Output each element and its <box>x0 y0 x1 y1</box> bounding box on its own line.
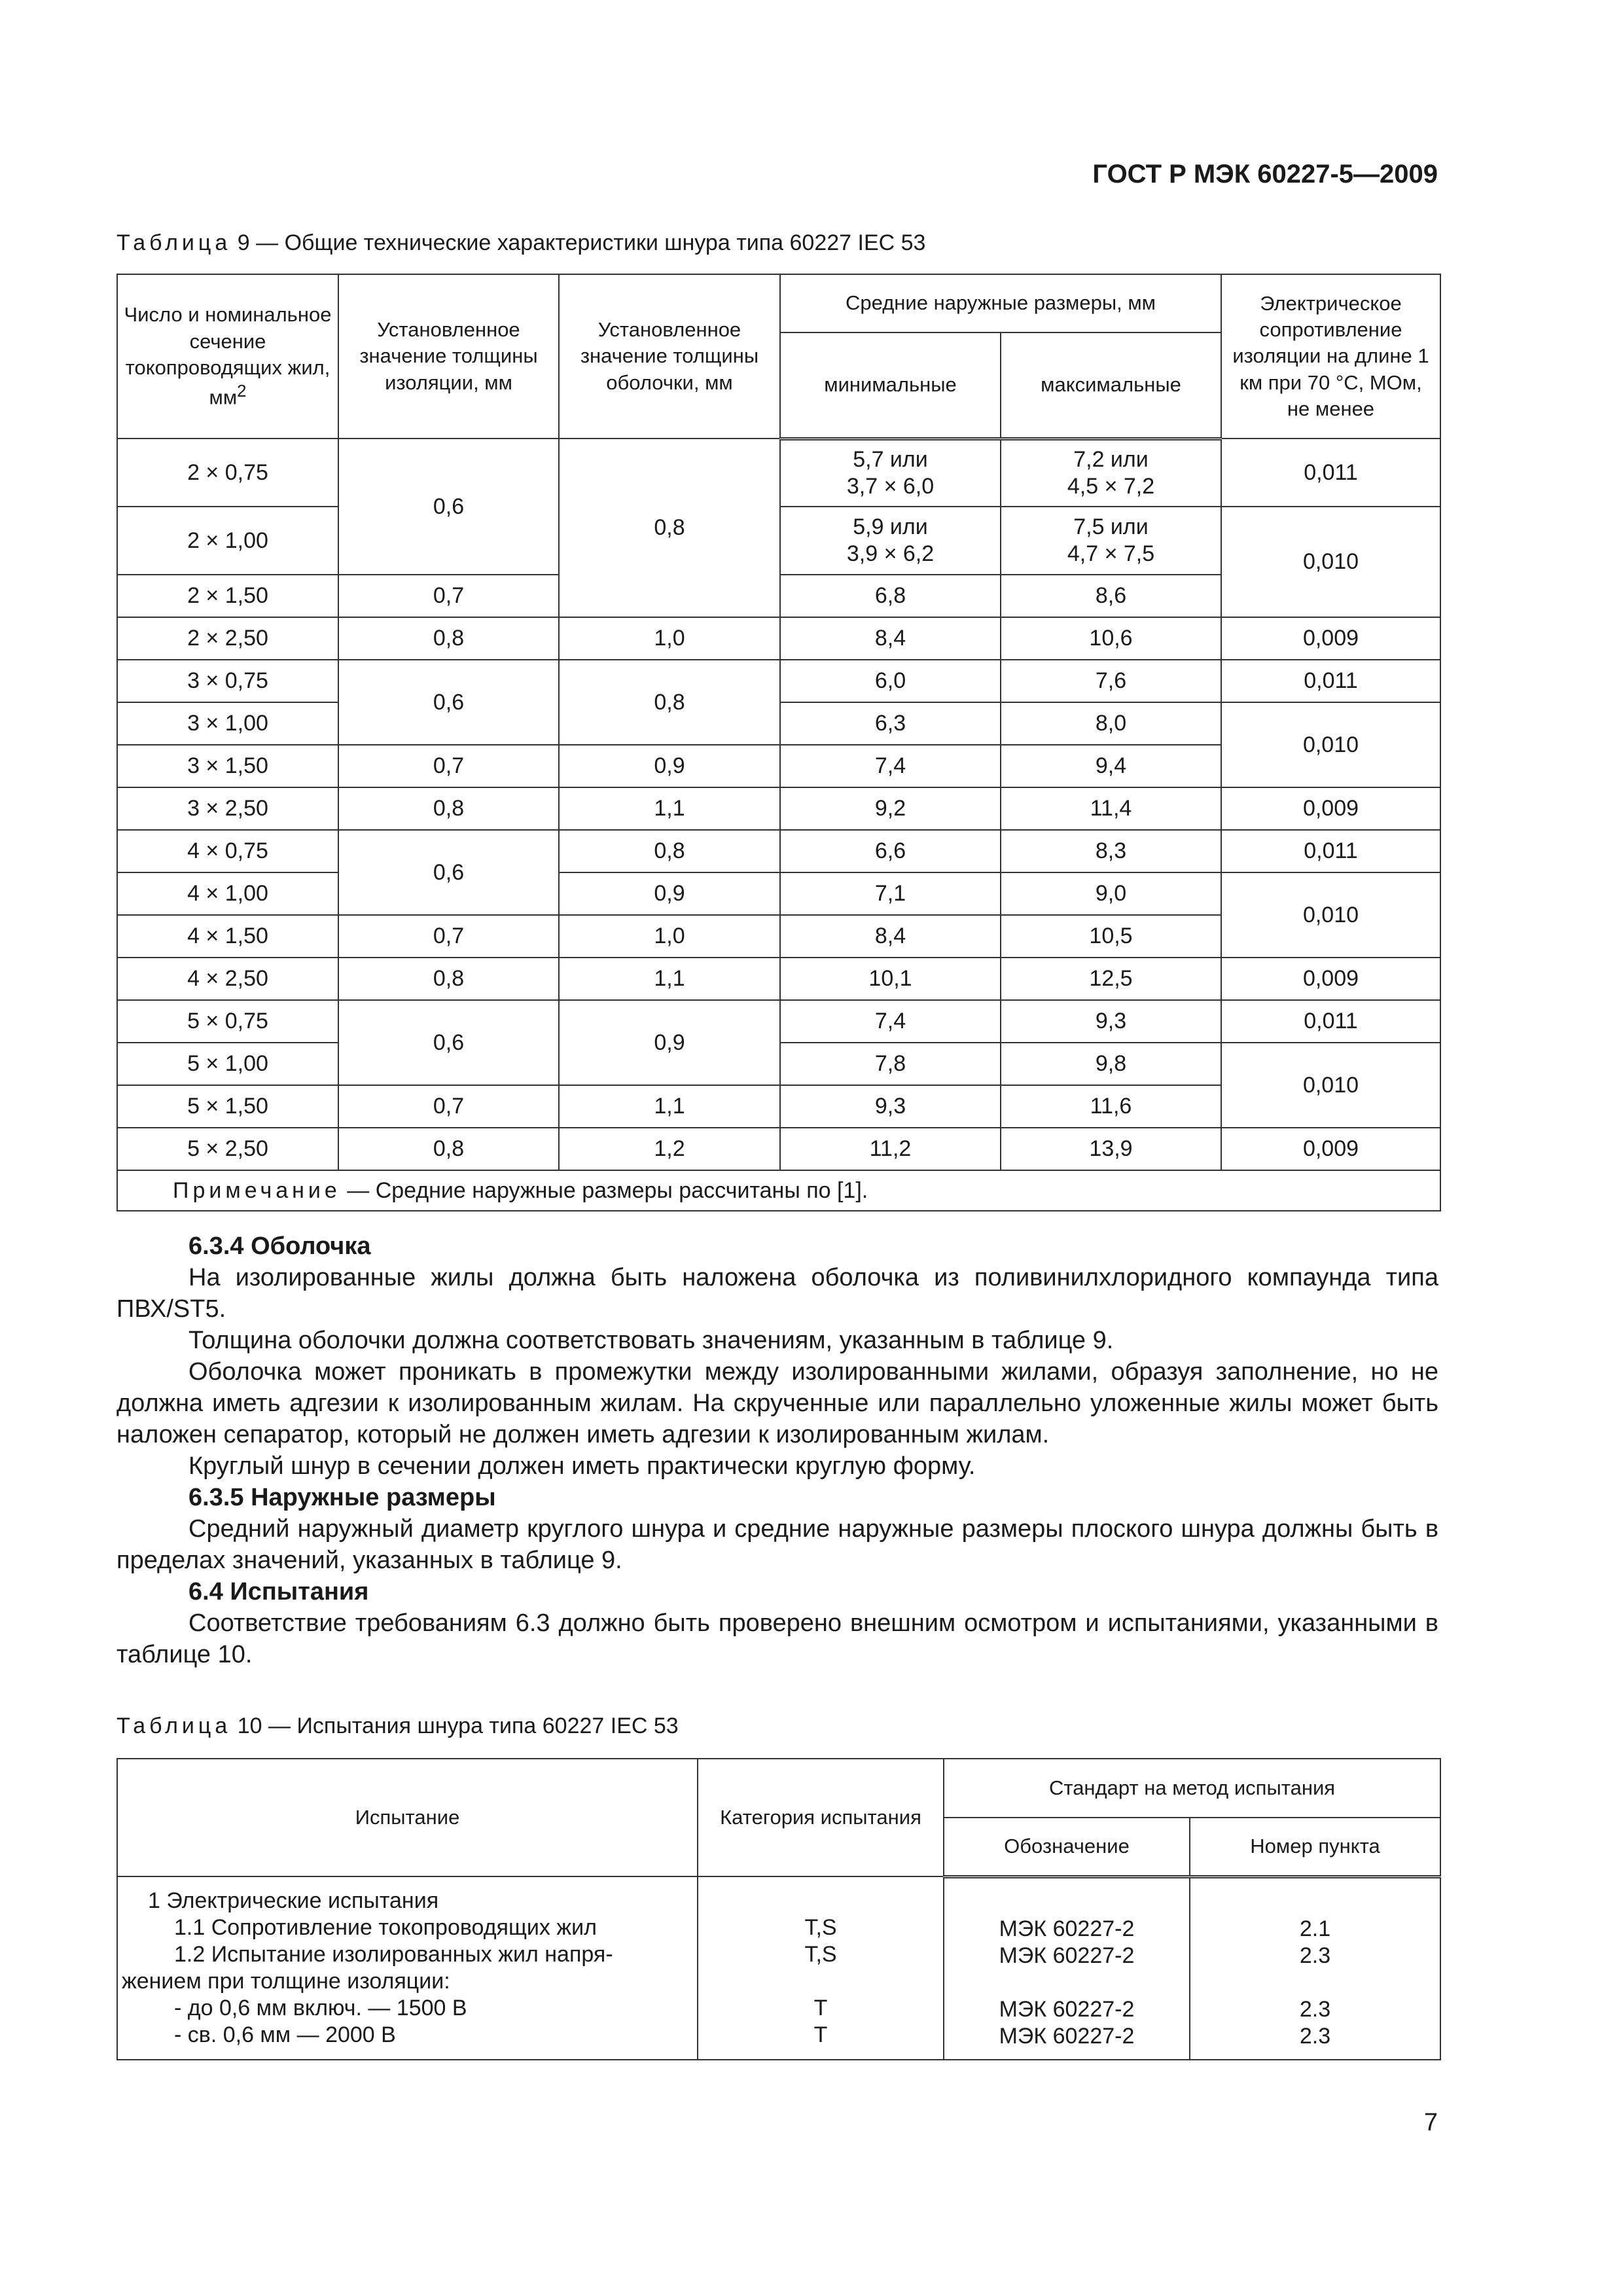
list-item: 2.1 <box>1299 1916 1331 1941</box>
cell-dim-max: 10,6 <box>1001 617 1221 660</box>
list-item: T <box>813 2022 828 2047</box>
paragraph: Соответствие требованиям 6.3 должно быть проверено внешним осмотром и испытаниями, указанными в таблице 10. <box>116 1609 1438 1668</box>
list-item: 2.3 <box>1299 1943 1331 1968</box>
cell-insulation: 0,7 <box>338 575 559 617</box>
cell-dim-min: 9,3 <box>780 1085 1001 1128</box>
table10 <box>116 1758 1441 2060</box>
paragraph: На изолированные жилы должна быть наложена оболочка из поливинилхлоридного компаунда типа ПВХ/ST5. <box>116 1264 1438 1323</box>
cell-dim-max: 7,2 или 4,5 × 7,2 <box>1001 439 1221 507</box>
cell-dim-min: 6,3 <box>780 702 1001 745</box>
cell-cores: 2 × 1,00 <box>117 507 338 575</box>
table10-caption <box>116 1713 679 1739</box>
cell-dim-min: 7,1 <box>780 872 1001 915</box>
cell-sheath: 1,1 <box>559 958 780 1000</box>
cell-dim-max: 8,6 <box>1001 575 1221 617</box>
cell-dim-min: 7,4 <box>780 1000 1001 1043</box>
cell-cores: 4 × 1,50 <box>117 915 338 958</box>
cell-dim-max: 11,6 <box>1001 1085 1221 1128</box>
header-dim-min: минимальные <box>780 332 1001 439</box>
paragraph: Круглый шнур в сечении должен иметь практически круглую форму. <box>188 1452 976 1480</box>
document-header: ГОСТ Р МЭК 60227-5—2009 <box>1092 160 1438 188</box>
cell-resistance: 0,011 <box>1221 660 1440 702</box>
header-resistance: Электрическое сопротивление изоляции на длине 1 км при 70 °C, МОм, не менее <box>1221 274 1440 439</box>
cell-resistance: 0,009 <box>1221 617 1440 660</box>
cell-resistance: 0,009 <box>1221 1128 1440 1170</box>
cell-resistance: 0,010 <box>1221 507 1440 617</box>
cell-dim-min: 8,4 <box>780 617 1001 660</box>
cell-sheath: 0,9 <box>559 872 780 915</box>
cell-dim-max: 7,5 или 4,7 × 7,5 <box>1001 507 1221 575</box>
list-item <box>1194 1969 1436 1996</box>
table10-caption-prefix: Таблица <box>116 1713 232 1738</box>
cell-resistance: 0,009 <box>1221 787 1440 830</box>
list-item: T,S <box>804 1915 837 1940</box>
cell-cores: 4 × 1,00 <box>117 872 338 915</box>
cell-cores: 5 × 0,75 <box>117 1000 338 1043</box>
cell-dim-min: 11,2 <box>780 1128 1001 1170</box>
cell-dim-min: 5,9 или 3,9 × 6,2 <box>780 507 1001 575</box>
list-item: - до 0,6 мм включ. — 1500 В <box>174 1996 467 2020</box>
cell-cores: 5 × 1,50 <box>117 1085 338 1128</box>
cell-dim-max: 11,4 <box>1001 787 1221 830</box>
list-item: жением при толщине изоляции: <box>122 1969 450 1994</box>
paragraph: Средний наружный диаметр круглого шнура и средние наружные размеры плоского шнура должны быть в пределах значений, указанных в таблице 9. <box>116 1515 1438 1574</box>
table10-caption-text: 10 — Испытания шнура типа 60227 IEC 53 <box>237 1713 679 1738</box>
cell-insulation: 0,8 <box>338 1128 559 1170</box>
section-heading-6-3-4: 6.3.4 Оболочка <box>188 1232 371 1260</box>
cell-dim-max: 9,3 <box>1001 1000 1221 1043</box>
cell-insulation: 0,7 <box>338 745 559 787</box>
cell-dim-min: 6,6 <box>780 830 1001 872</box>
table9-note-prefix: Примечание <box>173 1177 341 1203</box>
category-column <box>698 1876 944 2060</box>
cell-cores: 3 × 2,50 <box>117 787 338 830</box>
cell-cores: 2 × 1,50 <box>117 575 338 617</box>
cell-sheath: 0,8 <box>559 830 780 872</box>
cell-cores: 3 × 1,50 <box>117 745 338 787</box>
cell-insulation: 0,6 <box>338 660 559 745</box>
table9-caption <box>116 230 925 256</box>
list-item: 1 Электрические испытания <box>148 1888 439 1913</box>
cell-dim-min: 5,7 или 3,7 × 6,0 <box>780 439 1001 507</box>
cell-insulation: 0,6 <box>338 1000 559 1085</box>
table9-caption-prefix: Таблица <box>116 230 232 255</box>
list-item: 1.1 Сопротивление токопроводящих жил <box>174 1915 597 1940</box>
cell-resistance: 0,010 <box>1221 872 1440 958</box>
cell-insulation: 0,6 <box>338 830 559 915</box>
cell-sheath: 1,1 <box>559 1085 780 1128</box>
list-item: T,S <box>804 1942 837 1967</box>
header-sheath: Установленное значение толщины оболочки, мм <box>559 274 780 439</box>
cell-dim-max: 9,0 <box>1001 872 1221 915</box>
cell-dim-max: 9,8 <box>1001 1043 1221 1085</box>
table9 <box>116 274 1441 1211</box>
header-clause: Номер пункта <box>1190 1818 1440 1876</box>
cell-cores: 5 × 2,50 <box>117 1128 338 1170</box>
list-item: T <box>813 1996 828 2020</box>
cell-cores: 3 × 1,00 <box>117 702 338 745</box>
cell-sheath: 0,9 <box>559 745 780 787</box>
page-number: 7 <box>1423 2109 1438 2136</box>
list-item: 2.3 <box>1299 2023 1331 2049</box>
cell-dim-min: 6,0 <box>780 660 1001 702</box>
tests-column <box>117 1876 698 2060</box>
list-item <box>948 1969 1185 1996</box>
cell-resistance: 0,010 <box>1221 702 1440 787</box>
cell-sheath: 1,2 <box>559 1128 780 1170</box>
cell-dim-max: 8,0 <box>1001 702 1221 745</box>
header-category: Категория испытания <box>698 1759 944 1876</box>
cell-sheath: 1,0 <box>559 915 780 958</box>
cell-insulation: 0,7 <box>338 1085 559 1128</box>
section-heading-6-4: 6.4 Испытания <box>188 1578 369 1605</box>
cell-dim-max: 9,4 <box>1001 745 1221 787</box>
cell-dim-min: 7,4 <box>780 745 1001 787</box>
cell-dim-min: 6,8 <box>780 575 1001 617</box>
cell-resistance: 0,010 <box>1221 1043 1440 1128</box>
header-standard: Стандарт на метод испытания <box>944 1759 1440 1818</box>
list-item: МЭК 60227-2 <box>999 1996 1135 2022</box>
list-item <box>702 1888 939 1914</box>
cell-sheath: 0,9 <box>559 1000 780 1085</box>
header-designation: Обозначение <box>944 1818 1190 1876</box>
cell-sheath: 1,0 <box>559 617 780 660</box>
section-heading-6-3-5: 6.3.5 Наружные размеры <box>188 1484 496 1511</box>
cell-dim-max: 7,6 <box>1001 660 1221 702</box>
cell-insulation: 0,8 <box>338 617 559 660</box>
cell-resistance: 0,011 <box>1221 1000 1440 1043</box>
header-test: Испытание <box>117 1759 698 1876</box>
cell-dim-min: 9,2 <box>780 787 1001 830</box>
header-insulation: Установленное значение толщины изоляции, мм <box>338 274 559 439</box>
cell-cores: 3 × 0,75 <box>117 660 338 702</box>
list-item <box>702 1968 939 1995</box>
header-dim-max: максимальные <box>1001 332 1221 439</box>
header-dims: Средние наружные размеры, мм <box>780 274 1221 332</box>
body-text <box>116 1230 1438 1670</box>
cell-resistance: 0,011 <box>1221 439 1440 507</box>
paragraph: Оболочка может проникать в промежутки между изолированными жилами, образуя заполнение, но не должна иметь адгезии к изолированным жилам. На скрученные или параллельно уложенные жилы может быть наложен сепаратор, который не должен иметь адгезии к изолированным жилам. <box>116 1358 1438 1448</box>
list-item: - св. 0,6 мм — 2000 В <box>174 2022 396 2047</box>
cell-dim-max: 10,5 <box>1001 915 1221 958</box>
cell-cores: 5 × 1,00 <box>117 1043 338 1085</box>
clause-column <box>1190 1876 1440 2060</box>
cell-resistance: 0,009 <box>1221 958 1440 1000</box>
cell-resistance: 0,011 <box>1221 830 1440 872</box>
cell-sheath: 0,8 <box>559 660 780 745</box>
list-item: 1.2 Испытание изолированных жил напря- <box>174 1942 613 1967</box>
paragraph: Толщина оболочки должна соответствовать значениям, указанным в таблице 9. <box>188 1327 1114 1354</box>
list-item: МЭК 60227-2 <box>999 1943 1135 1968</box>
cell-insulation: 0,8 <box>338 787 559 830</box>
cell-sheath: 1,1 <box>559 787 780 830</box>
cell-cores: 4 × 2,50 <box>117 958 338 1000</box>
cell-insulation: 0,8 <box>338 958 559 1000</box>
cell-cores: 4 × 0,75 <box>117 830 338 872</box>
cell-dim-max: 13,9 <box>1001 1128 1221 1170</box>
cell-insulation: 0,6 <box>338 439 559 575</box>
cell-dim-min: 7,8 <box>780 1043 1001 1085</box>
designation-column <box>944 1876 1190 2060</box>
cell-dim-min: 10,1 <box>780 958 1001 1000</box>
table9-note <box>117 1170 1440 1211</box>
table9-caption-text: 9 — Общие технические характеристики шнура типа 60227 IEC 53 <box>237 230 926 255</box>
list-item: 2.3 <box>1299 1996 1331 2022</box>
cell-dim-min: 8,4 <box>780 915 1001 958</box>
list-item <box>948 1889 1185 1916</box>
cell-sheath: 0,8 <box>559 439 780 617</box>
list-item: МЭК 60227-2 <box>999 2023 1135 2049</box>
list-item: МЭК 60227-2 <box>999 1916 1135 1941</box>
header-cores: Число и номинальное сечение токопроводящих жил, $мм^2$ <box>117 274 338 439</box>
table9-note-text: — Средние наружные размеры рассчитаны по [1]. <box>347 1177 868 1203</box>
list-item <box>1194 1889 1436 1916</box>
cell-cores: 2 × 2,50 <box>117 617 338 660</box>
cell-dim-max: 12,5 <box>1001 958 1221 1000</box>
cell-insulation: 0,7 <box>338 915 559 958</box>
cell-dim-max: 8,3 <box>1001 830 1221 872</box>
cell-cores: 2 × 0,75 <box>117 439 338 507</box>
